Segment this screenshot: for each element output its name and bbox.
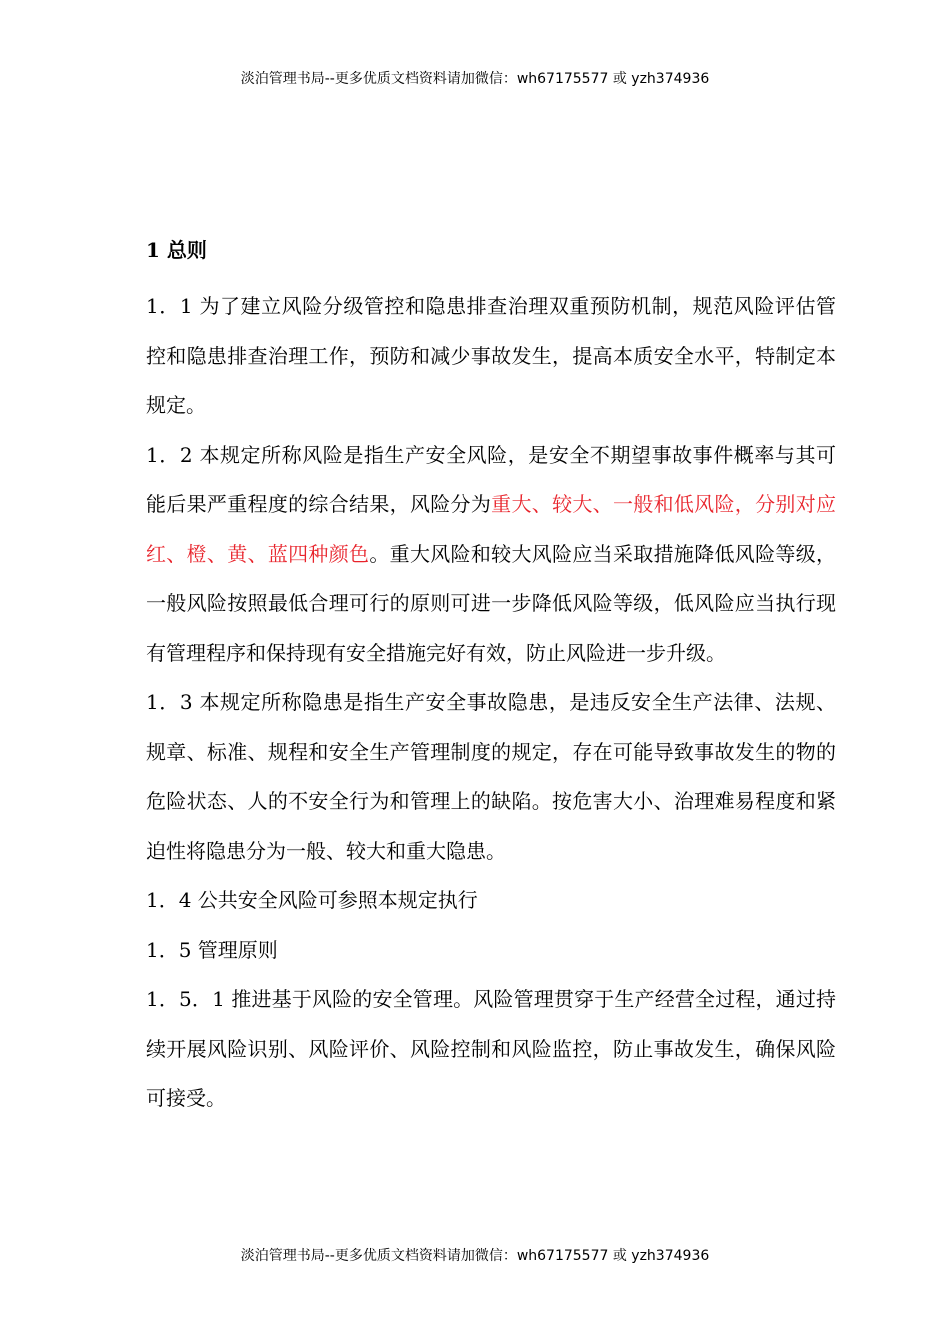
paragraph-1-5: 1．5 管理原则	[146, 937, 278, 962]
paragraph-1-5-1: 1．5．1 推进基于风险的安全管理。风险管理贯穿于生产经营全过程，通过持续开展风险识别、风险评价、风险控制和风险监控，防止事故发生，确保风险可接受。	[146, 987, 836, 1110]
paragraph-1-2-text-cont: 。重大风险和较大风险应当采取措施降低风险等级，一般风险按照最低合理可行的原则可进一步降低风险等级，低风险应当执行现有管理程序和保持现有安全措施完好有效，防止风险进一步升级。	[146, 541, 837, 665]
paragraph-1-1: 1．1 为了建立风险分级管控和隐患排查治理双重预防机制，规范风险评估管控和隐患排查治理工作，预防和减少事故发生，提高本质安全水平，特制定本规定。	[146, 294, 836, 417]
paragraph-1-4: 1．4 公共安全风险可参照本规定执行	[146, 888, 478, 912]
paragraph-1-3: 1．3 本规定所称隐患是指生产安全事故隐患，是违反安全生产法律、法规、规章、标准、规程和安全生产管理制度的规定，存在可能导致事故发生的物的危险状态、人的不安全行为和管理上的缺陷。按危害大小、治理难易程度和紧迫性将隐患分为一般、较大和重大隐患。	[146, 690, 836, 863]
document-body	[146, 232, 836, 1124]
header-watermark: 淡泊管理书局--更多优质文档资料请加微信：wh67175577 或 yzh374936	[240, 71, 710, 87]
paragraph-1-2	[146, 431, 836, 679]
section-heading: 1 总则	[146, 238, 207, 262]
footer-watermark: 淡泊管理书局--更多优质文档资料请加微信：wh67175577 或 yzh374936	[240, 1248, 710, 1264]
paragraph-1-2-text: 1．2 本规定所称风险是指生产安全风险，是安全不期望事故事件概率与其可能后果严重程度的综合结果，风险分为	[146, 442, 836, 516]
risk-levels-highlight: 重大、较大、一般和低风险，分别对应红、橙、黄、蓝四种颜色	[146, 492, 837, 566]
